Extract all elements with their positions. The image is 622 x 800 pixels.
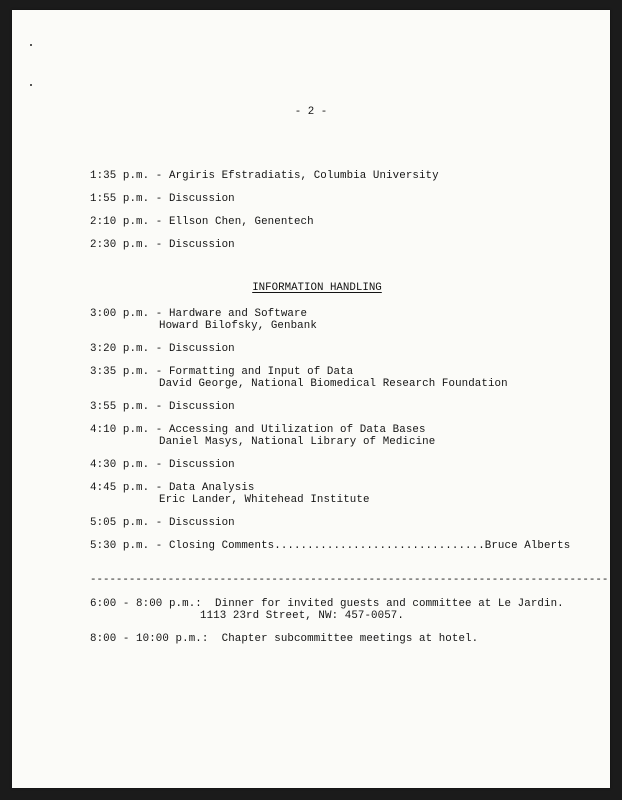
schedule-row-4: 2:30 p.m. - Discussion — [90, 239, 235, 251]
time-label: 5:30 p.m. — [90, 540, 150, 552]
entry-text: Discussion — [168, 459, 235, 471]
time-label: 5:05 p.m. — [90, 517, 150, 529]
speaker-line: David George, National Biomedical Research Foundation — [159, 378, 508, 390]
time-label: 3:35 p.m. — [90, 366, 150, 378]
entry-text: Hardware and Software — [168, 308, 308, 320]
evening-row-1 — [90, 598, 564, 610]
address-line: 1113 23rd Street, NW: 457-0057. — [200, 610, 404, 622]
section-heading: INFORMATION HANDLING — [252, 282, 382, 294]
time-label: 4:45 p.m. — [90, 482, 150, 494]
page-number: - 2 - — [294, 106, 328, 118]
separator-line: -------------------------------------------------------------------------------- — [90, 574, 609, 586]
entry-text: Discussion — [168, 239, 235, 251]
entry-text: Formatting and Input of Data — [168, 366, 354, 378]
evening-row-2 — [90, 633, 478, 645]
entry-text: Ellson Chen, Genentech — [168, 216, 314, 228]
schedule-row-8: 3:55 p.m. - Discussion — [90, 401, 235, 413]
time-label: 3:00 p.m. — [90, 308, 150, 320]
schedule-row-10: 4:30 p.m. - Discussion — [90, 459, 235, 471]
speaker-line: Daniel Masys, National Library of Medicine — [159, 436, 436, 448]
time-label: 4:30 p.m. — [90, 459, 150, 471]
time-label: 6:00 - 8:00 p.m.: — [90, 598, 202, 610]
document-page — [12, 10, 610, 788]
time-label: 3:55 p.m. — [90, 401, 150, 413]
schedule-row-5: 3:00 p.m. - Hardware and Software — [90, 308, 308, 320]
entry-text: Dinner for invited guests and committee at Le Jardin. — [215, 598, 564, 610]
time-label: 1:35 p.m. — [90, 170, 150, 182]
schedule-row-7: 3:35 p.m. - Formatting and Input of Data — [90, 366, 354, 378]
entry-text: Discussion — [168, 401, 235, 413]
schedule-row-6: 3:20 p.m. - Discussion — [90, 343, 235, 355]
speck-mark — [30, 84, 32, 86]
time-label: 8:00 - 10:00 p.m.: — [90, 633, 209, 645]
entry-text: Data Analysis — [168, 482, 255, 494]
time-label: 3:20 p.m. — [90, 343, 150, 355]
entry-text: Discussion — [168, 343, 235, 355]
entry-text: Closing Comments................................Bruce Alberts — [168, 540, 571, 552]
schedule-row-9: 4:10 p.m. - Accessing and Utilization of Data Bases — [90, 424, 426, 436]
time-label: 1:55 p.m. — [90, 193, 150, 205]
entry-text: Argiris Efstradiatis, Columbia University — [168, 170, 439, 182]
schedule-row-1: 1:35 p.m. - Argiris Efstradiatis, Columbia University — [90, 170, 439, 182]
time-label: 2:30 p.m. — [90, 239, 150, 251]
schedule-row-11: 4:45 p.m. - Data Analysis — [90, 482, 255, 494]
schedule-row-13: 5:30 p.m. - Closing Comments................................Bruce Alberts — [90, 540, 571, 552]
speck-mark — [30, 44, 32, 46]
schedule-row-2: 1:55 p.m. - Discussion — [90, 193, 235, 205]
schedule-row-3: 2:10 p.m. - Ellson Chen, Genentech — [90, 216, 314, 228]
schedule-row-12: 5:05 p.m. - Discussion — [90, 517, 235, 529]
entry-text: Discussion — [168, 517, 235, 529]
time-label: 4:10 p.m. — [90, 424, 150, 436]
speaker-line: Eric Lander, Whitehead Institute — [159, 494, 370, 506]
time-label: 2:10 p.m. — [90, 216, 150, 228]
speaker-line: Howard Bilofsky, Genbank — [159, 320, 317, 332]
entry-text: Chapter subcommittee meetings at hotel. — [221, 633, 479, 645]
entry-text: Discussion — [168, 193, 235, 205]
entry-text: Accessing and Utilization of Data Bases — [168, 424, 426, 436]
